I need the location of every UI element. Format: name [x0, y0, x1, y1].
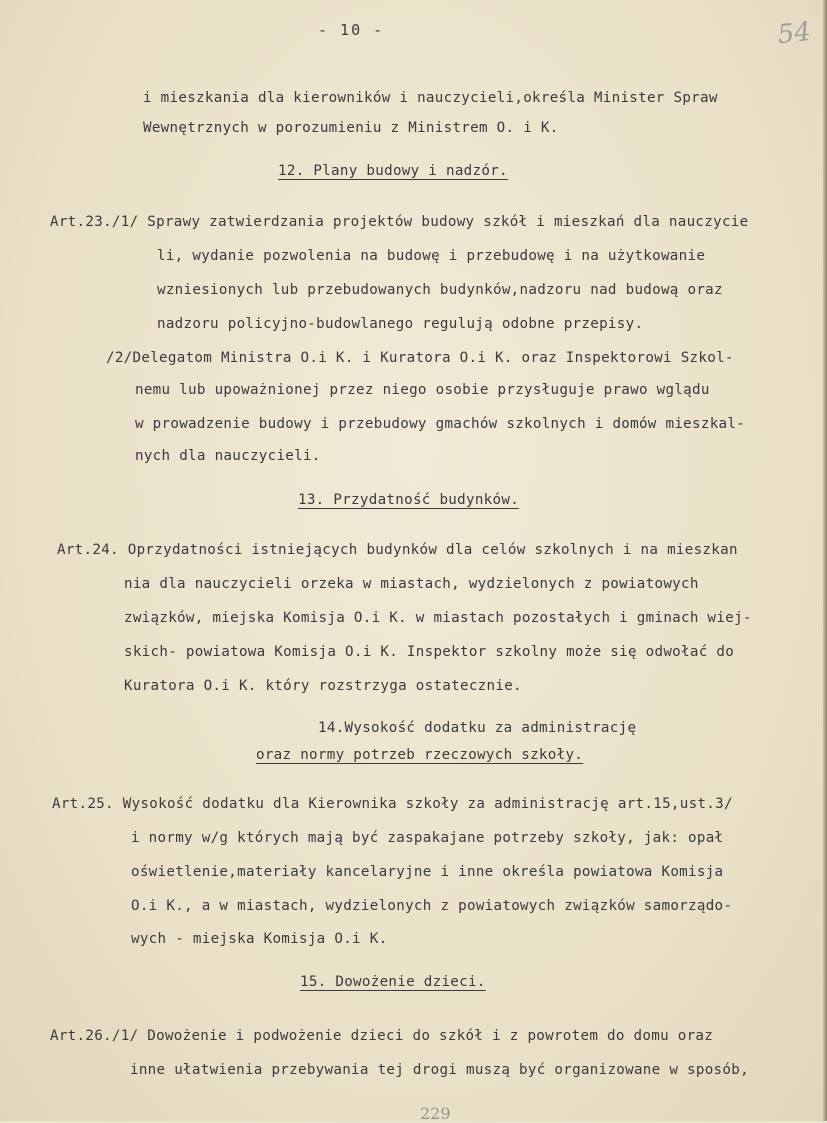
article-24-line: Art.24. Oprzydatności istniejących budynków dla celów szkolnych i na mieszkan	[57, 542, 738, 558]
text-line: wych - miejska Komisja O.i K.	[131, 931, 388, 947]
text-line: nia dla nauczycieli orzeka w miastach, wydzielonych z powiatowych	[124, 576, 699, 592]
text-line: inne ułatwienia przebywania tej drogi muszą być organizowane w sposób,	[130, 1062, 749, 1078]
section-heading-14-line-2: oraz normy potrzeb rzeczowych szkoły.	[256, 747, 584, 763]
text-line: i mieszkania dla kierowników i nauczycieli,określa Minister Spraw	[143, 90, 718, 106]
text-line: związków, miejska Komisja O.i K. w miastach pozostałych i gminach wiej-	[124, 610, 752, 626]
text-line: skich- powiatowa Komisja O.i K. Inspektor szkolny może się odwołać do	[124, 644, 735, 660]
section-heading-15: 15. Dowożenie dzieci.	[300, 974, 486, 990]
article-25-line: Art.25. Wysokość dodatku dla Kierownika szkoły za administrację art.15,ust.3/	[52, 796, 733, 812]
article-23-line: Art.23./1/ Sprawy zatwierdzania projektów budowy szkół i mieszkań dla nauczycie	[50, 214, 749, 230]
text-line: nadzoru policyjno-budowlanego regulują odobne przepisy.	[157, 316, 644, 332]
section-heading-14-line-1: 14.Wysokość dodatku za administrację	[318, 720, 637, 736]
section-heading-12: 12. Plany budowy i nadzór.	[278, 163, 508, 179]
text-line: w prowadzenie budowy i przebudowy gmachów szkolnych i domów mieszkal-	[135, 416, 746, 432]
section-heading-13: 13. Przydatność budynków.	[298, 492, 520, 508]
page-number: - 10 -	[318, 21, 385, 39]
text-line: li, wydanie pozwolenia na budowę i przebudowę i na użytkowanie	[157, 248, 706, 264]
text-line: nemu lub upoważnionej przez niego osobie przysługuje prawo wglądu	[135, 382, 710, 398]
page-edge-shadow	[823, 0, 827, 1121]
text-line: i normy w/g których mają być zaspakajane potrzeby szkoły, jak: opał	[131, 830, 724, 846]
article-26-line: Art.26./1/ Dowożenie i podwożenie dzieci do szkół i z powrotem do domu oraz	[50, 1028, 714, 1044]
text-line: O.i K., a w miastach, wydzielonych z powiatowych związków samorządo-	[131, 898, 733, 914]
text-line: Wewnętrznych w porozumieniu z Ministrem O. i K.	[143, 120, 559, 136]
text-line: wzniesionych lub przebudowanych budynków,nadzoru nad budową oraz	[157, 282, 723, 298]
handwritten-folio-number: 54	[776, 16, 813, 51]
bottom-folio-fragment: 229	[420, 1104, 451, 1123]
text-line: Kuratora O.i K. który rozstrzyga ostatecznie.	[124, 678, 522, 694]
text-line: /2/Delegatom Ministra O.i K. i Kuratora O.i K. oraz Inspektorowi Szkol-	[106, 350, 734, 366]
text-line: oświetlenie,materiały kancelaryjne i inne określa powiatowa Komisja	[131, 864, 724, 880]
text-line: nych dla nauczycieli.	[135, 448, 321, 464]
